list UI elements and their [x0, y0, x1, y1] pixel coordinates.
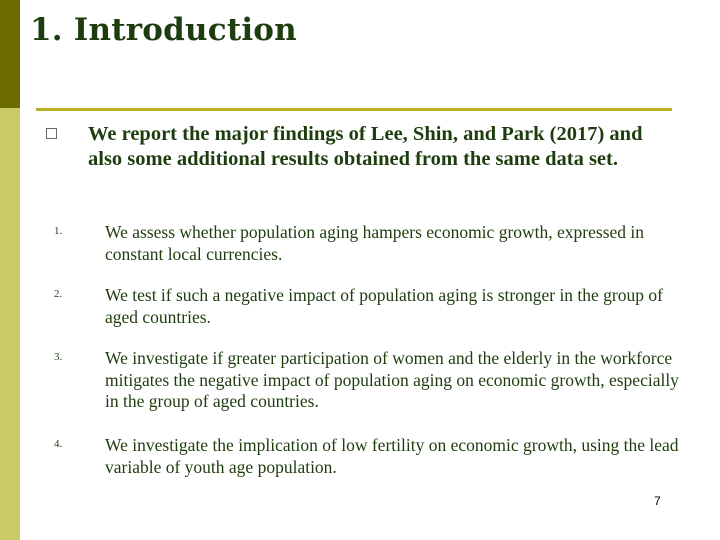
list-item-text: We investigate if greater participation of women and the elderly in the workforce mitigates the negative impact of population aging on economic growth, especially in the group of aged countries. [105, 348, 679, 411]
hollow-square-bullet-icon [46, 128, 57, 139]
list-item [54, 222, 694, 265]
list-item [54, 285, 694, 328]
slide-title: 1. Introduction [30, 12, 297, 48]
page-number: 7 [654, 494, 661, 508]
list-item-text: We test if such a negative impact of population aging is stronger in the group of aged countries. [105, 285, 663, 327]
list-item-text: We investigate the implication of low fertility on economic growth, using the lead variable of youth age population. [105, 435, 679, 477]
lead-text: We report the major findings of Lee, Shin, and Park (2017) and also some additional results obtained from the same data set. [88, 123, 643, 170]
list-item-number: 2. [54, 288, 63, 300]
list-item-number: 1. [54, 225, 63, 237]
list-item [54, 348, 694, 413]
list-item-number: 3. [54, 351, 63, 363]
sidebar-accent-dark [0, 0, 20, 108]
sidebar-accent-light [0, 108, 20, 540]
title-divider [36, 108, 672, 111]
list-item [54, 435, 694, 478]
list-item-number: 4. [54, 438, 63, 450]
lead-bullet [36, 122, 676, 172]
list-item-text: We assess whether population aging hampers economic growth, expressed in constant local currencies. [105, 222, 645, 264]
